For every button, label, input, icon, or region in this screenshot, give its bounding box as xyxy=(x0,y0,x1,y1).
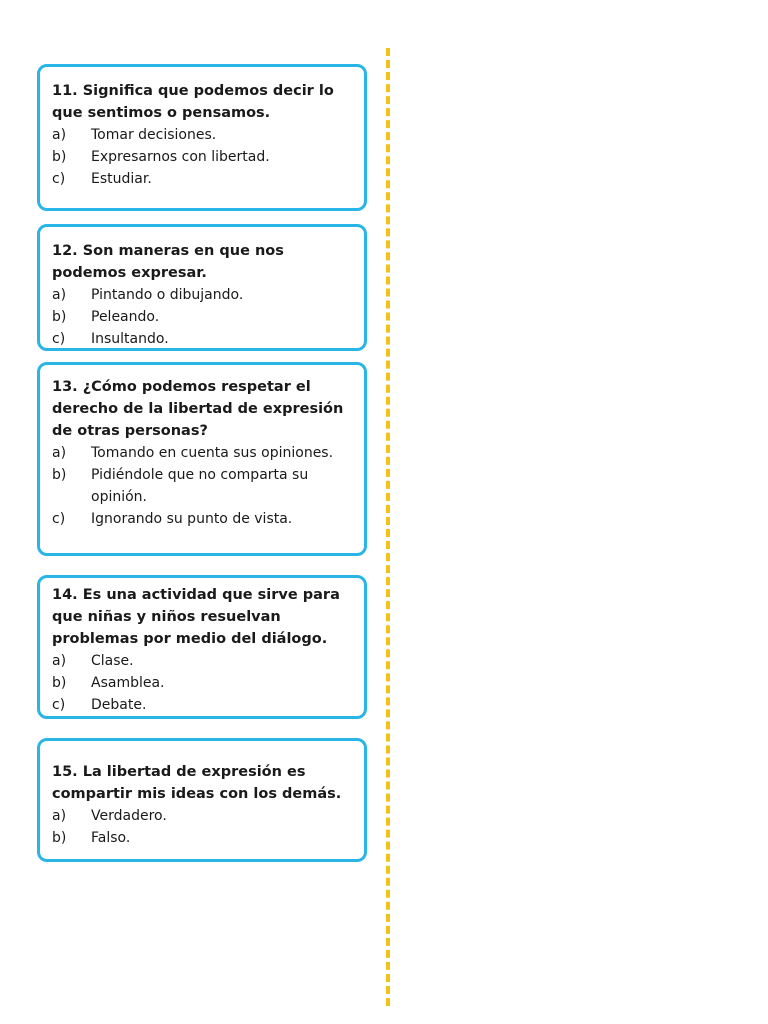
question-text: 13. ¿Cómo podemos respetar el derecho de la libertad de expresión de otras personas? xyxy=(52,379,344,439)
option-text: Clase. xyxy=(91,653,134,669)
option-b[interactable] xyxy=(52,146,356,168)
question-text: 11. Significa que podemos decir lo que sentimos o pensamos. xyxy=(52,83,334,121)
option-text: Pidiéndole que no comparta su opinión. xyxy=(91,467,309,505)
option-c[interactable] xyxy=(52,694,356,716)
option-c[interactable] xyxy=(52,328,356,350)
option-letter: c) xyxy=(52,511,66,527)
options-list xyxy=(52,284,356,350)
option-text: Tomar decisiones. xyxy=(91,127,217,143)
option-letter: b) xyxy=(52,675,67,691)
option-text: Ignorando su punto de vista. xyxy=(91,511,293,527)
option-letter: b) xyxy=(52,830,67,846)
option-text: Asamblea. xyxy=(91,675,165,691)
options-list xyxy=(52,124,356,190)
option-text: Insultando. xyxy=(91,331,169,347)
option-letter: c) xyxy=(52,171,66,187)
options-list xyxy=(52,805,356,849)
question-card-14 xyxy=(37,575,367,719)
question-text: 12. Son maneras en que nos podemos expresar. xyxy=(52,243,284,281)
option-b[interactable] xyxy=(52,672,356,694)
option-b[interactable] xyxy=(52,827,356,849)
options-list xyxy=(52,650,356,716)
option-text: Falso. xyxy=(91,830,131,846)
option-letter: a) xyxy=(52,127,67,143)
option-text: Debate. xyxy=(91,697,147,713)
option-c[interactable] xyxy=(52,168,356,190)
option-a[interactable] xyxy=(52,284,356,306)
option-b[interactable] xyxy=(52,306,356,328)
option-a[interactable] xyxy=(52,805,356,827)
question-card-12 xyxy=(37,224,367,351)
option-letter: b) xyxy=(52,467,67,483)
option-letter: a) xyxy=(52,808,67,824)
options-list xyxy=(52,442,356,530)
question-card-15 xyxy=(37,738,367,862)
question-card-13 xyxy=(37,362,367,556)
option-text: Verdadero. xyxy=(91,808,167,824)
option-c[interactable] xyxy=(52,508,356,530)
cut-line-divider xyxy=(386,48,390,1006)
option-letter: c) xyxy=(52,697,66,713)
option-letter: a) xyxy=(52,653,67,669)
option-letter: a) xyxy=(52,287,67,303)
option-letter: b) xyxy=(52,149,67,165)
option-a[interactable] xyxy=(52,442,356,464)
option-b[interactable] xyxy=(52,464,356,508)
option-letter: b) xyxy=(52,309,67,325)
option-text: Expresarnos con libertad. xyxy=(91,149,270,165)
option-text: Peleando. xyxy=(91,309,160,325)
option-letter: c) xyxy=(52,331,66,347)
question-text: 14. Es una actividad que sirve para que niñas y niños resuelvan problemas por medio del diálogo. xyxy=(52,587,340,647)
option-letter: a) xyxy=(52,445,67,461)
option-a[interactable] xyxy=(52,124,356,146)
option-text: Pintando o dibujando. xyxy=(91,287,244,303)
option-text: Tomando en cuenta sus opiniones. xyxy=(91,445,334,461)
question-card-11 xyxy=(37,64,367,211)
option-a[interactable] xyxy=(52,650,356,672)
question-text: 15. La libertad de expresión es compartir mis ideas con los demás. xyxy=(52,764,342,802)
option-text: Estudiar. xyxy=(91,171,152,187)
